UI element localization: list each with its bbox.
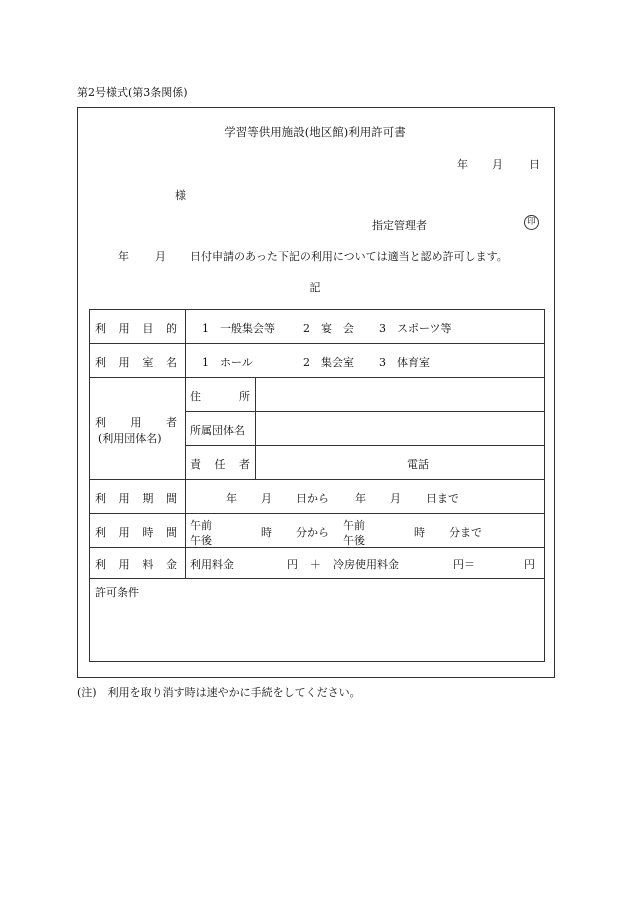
cancellation-note: (注) 利用を取り消す時は速やかに手続をしてください。 xyxy=(77,686,361,699)
period-month2: 月 xyxy=(390,492,401,505)
period-month: 月 xyxy=(261,492,272,505)
purpose-option-general: 1 一般集会等 xyxy=(202,322,275,335)
usage-fee-label: 利用料金 xyxy=(190,558,234,571)
date-year-label: 年 xyxy=(457,158,468,171)
user-label: 利 用 者 xyxy=(95,416,177,429)
group-name-label: 所属団体名 xyxy=(190,424,245,437)
time-pm: 午後 xyxy=(190,534,212,547)
purpose-option-banquet: 2 宴 会 xyxy=(303,322,354,335)
period-until: 日まで xyxy=(426,492,459,505)
time-hour2: 時 xyxy=(414,526,425,539)
sentence-month: 月 xyxy=(155,250,166,263)
period-year2: 年 xyxy=(355,492,366,505)
date-day-label: 日 xyxy=(529,158,540,171)
fee-label: 利 用 料 金 xyxy=(95,558,177,571)
time-hour: 時 xyxy=(261,526,272,539)
room-option-gym: 3 体育室 xyxy=(379,356,430,369)
user-label-sub: (利用団体名) xyxy=(98,432,162,445)
designated-manager-label: 指定管理者 xyxy=(372,219,427,232)
form-number-label: 第2号様式(第3条関係) xyxy=(77,86,188,99)
ki-heading: 記 xyxy=(309,281,321,294)
fee-yen-equals: 円＝ xyxy=(453,558,475,571)
time-pm2: 午後 xyxy=(343,534,365,547)
fee-yen-1: 円 xyxy=(287,558,298,571)
period-year: 年 xyxy=(226,492,237,505)
cooling-fee-label: 冷房使用料金 xyxy=(333,558,399,571)
fee-yen-2: 円 xyxy=(524,558,535,571)
document-title: 学習等供用施設(地区館)利用許可書 xyxy=(224,125,406,139)
time-am: 午前 xyxy=(190,519,212,532)
purpose-label: 利 用 目 的 xyxy=(95,322,177,335)
purpose-option-sports: 3 スポーツ等 xyxy=(379,322,452,335)
time-label: 利 用 時 間 xyxy=(95,526,177,539)
fee-plus: ＋ xyxy=(310,558,321,571)
phone-label: 電話 xyxy=(407,458,429,471)
addressee-suffix: 様 xyxy=(175,189,186,202)
responsible-person-label: 責 任 者 xyxy=(190,458,250,471)
time-until: 分まで xyxy=(449,526,482,539)
period-label: 利 用 期 間 xyxy=(95,492,177,505)
period-from: 日から xyxy=(296,492,329,505)
permission-sentence: 日付申請のあった下記の利用については適当と認め許可します。 xyxy=(190,250,508,263)
room-option-meeting: 2 集会室 xyxy=(303,356,354,369)
room-label: 利 用 室 名 xyxy=(95,356,177,369)
seal-mark: 印 xyxy=(524,215,539,230)
room-option-hall: 1 ホール xyxy=(202,356,253,369)
time-from: 分から xyxy=(296,526,329,539)
date-month-label: 月 xyxy=(492,158,503,171)
sentence-year: 年 xyxy=(118,250,129,263)
permit-conditions-label: 許可条件 xyxy=(95,586,139,599)
time-am2: 午前 xyxy=(343,519,365,532)
permit-table xyxy=(89,309,545,662)
address-label: 住 所 xyxy=(190,390,250,403)
